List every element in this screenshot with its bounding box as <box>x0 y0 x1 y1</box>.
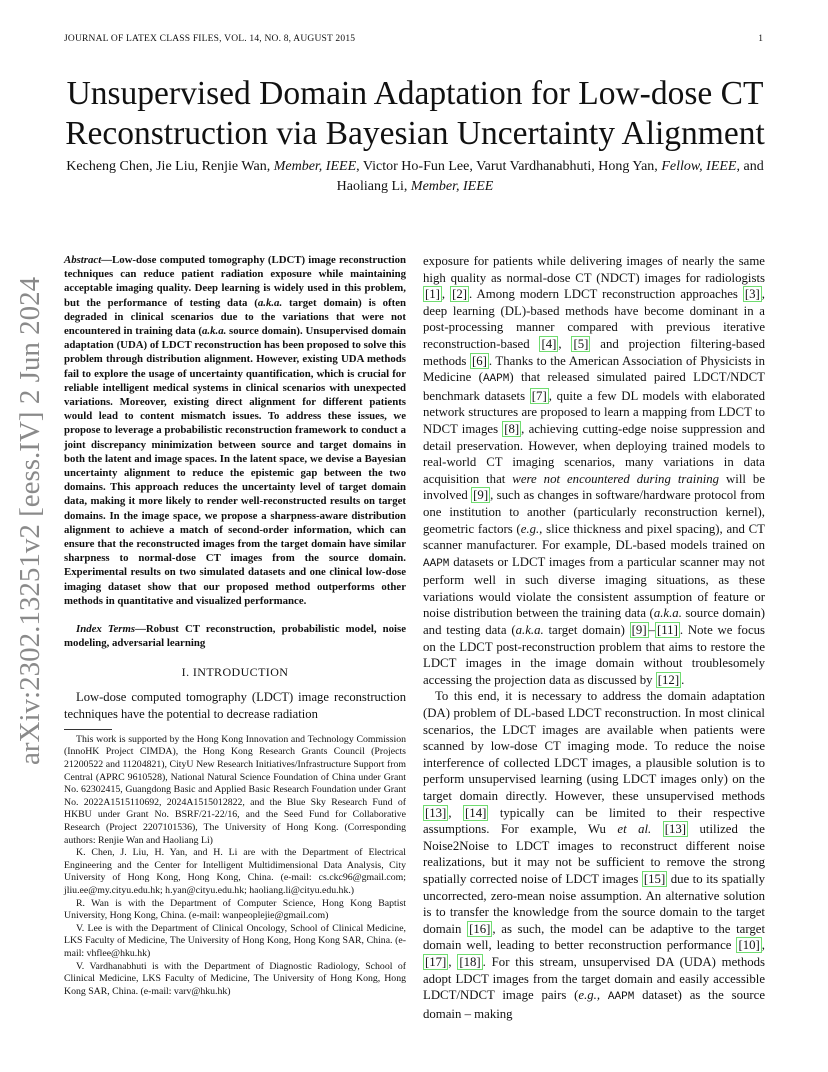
citation-link[interactable]: [14] <box>465 805 487 820</box>
body-text: and projection filtering-based methods <box>423 336 765 368</box>
citation-link[interactable]: [6] <box>471 353 487 368</box>
body-text: , quite a few DL models with elaborated network structures are proposed to learn a mapping from LDCT to NDCT images <box>423 388 765 436</box>
citation-link[interactable]: [5] <box>573 336 589 351</box>
paper-title: Unsupervised Domain Adaptation for Low-dose CT Reconstruction via Bayesian Uncertainty Alignment <box>65 75 765 152</box>
abstract-text: a.k.a. <box>257 296 283 309</box>
author-role: Fellow, IEEE <box>661 159 737 174</box>
citation-link[interactable]: [12] <box>657 672 680 687</box>
body-text: et al. <box>617 822 652 837</box>
arxiv-identifier[interactable]: arXiv:2302.13251v2 [eess.IV] 2 Jun 2024 <box>14 276 46 765</box>
footnote-affiliation: V. Lee is with the Department of Clinical Oncology, School of Clinical Medicine, LKS Faculty of Medicine, The University of Hong Kong, Hong Kong SAR, China. (e-mail: vhflee@hku.hk) <box>64 922 406 959</box>
body-paragraph <box>423 253 765 688</box>
body-text: . Among modern LDCT reconstruction approaches <box>469 287 743 302</box>
citation-link[interactable]: [7] <box>531 388 547 403</box>
author-names: Kecheng Chen, Jie Liu, Renjie Wan, <box>66 159 274 174</box>
body-text: , <box>441 287 451 302</box>
citation-link[interactable]: [1] <box>425 287 440 302</box>
body-text: source domain) and testing data ( <box>423 606 765 638</box>
body-text: were not encountered during training <box>512 471 720 486</box>
body-text: . Note we focus on the LDCT post-reconstruction problem that aims to restore the LDCT images in the image domain without troublesomely accessing the projection data as discussed by <box>423 623 765 687</box>
body-text: , deep learning (DL)-based methods have become dominant in a post-processing manner compared with previous iterative reconstruction-based <box>423 287 765 351</box>
citation-link[interactable]: [9] <box>631 623 647 638</box>
body-text: dataset) as the source domain – making <box>423 988 765 1021</box>
citation-link[interactable]: [2] <box>452 287 468 302</box>
body-text: – <box>648 623 655 638</box>
citation-link[interactable]: [18] <box>459 954 481 969</box>
body-text: target domain) <box>543 623 630 638</box>
footnote-affiliation: K. Chen, J. Liu, H. Yan, and H. Li are with the Department of Electrical Engineering and the Center for Intelligent Multidimensional Data Analysis, City University of Hong Kong, Hong Kong, China. (e-mail: cs.ckc96@gmail.com; jliu.ee@my.cityu.edu.hk; h.yan@cityu.edu.hk; haoliang.li@cityu.edu.hk.) <box>64 847 406 896</box>
body-text: , such as changes in software/hardware protocol from one institution to another (particularly reconstruction kernel), geometric factors ( <box>423 488 765 536</box>
body-text: ) that released simulated paired LDCT/NDCT benchmark datasets <box>423 370 765 403</box>
body-text: , <box>558 336 572 351</box>
body-text: , as such, the model can be adaptive to the target domain well, leading to better reconstruction performance <box>423 921 766 953</box>
author-role: Member, IEEE <box>410 179 494 194</box>
intro-paragraph: Low-dose computed tomography (LDCT) image reconstruction techniques have the potential to decrease radiation <box>64 690 406 722</box>
body-text <box>600 988 608 1002</box>
citation-link[interactable]: [16] <box>469 921 491 936</box>
body-text: , <box>448 805 464 820</box>
body-text: due to its spatially uncorrected, zero-mean noise assumption. An alternative solution is to transfer the knowledge from the source domain to the target domain <box>423 871 765 936</box>
index-terms-text: —Robust CT reconstruction, probabilistic model, noise modeling, adversarial learning <box>64 623 406 650</box>
body-text: , <box>761 938 765 953</box>
abstract <box>64 253 406 608</box>
abstract-text: source domain). Unsupervised domain adaptation (UDA) of LDCT reconstruction has been proposed to solve this problem through distribution alignment. However, existing UDA methods fail to explore the usage of uncertainty quantification, which is crucial for reliable intelligent medical systems in clinical scenarios with unexpected variations. Moreover, existing direct alignment for different patients would lead to content mismatch issues. To address these issues, we propose to leverage a probabilistic reconstruction framework to conduct a joint discrepancy minimization between source and target domains in both the latent and image spaces. In the latent space, we devise a Bayesian uncertainty alignment to reduce the epistemic gap between the two domains. This approach reduces the uncertainty level of target domain data, making it more likely to render well-reconstructed results on target domains. In the image space, we propose a sharpness-aware distribution alignment to achieve a match of second-order information, which can ensure that the reconstructed images from the target domain have similar sharpness to normal-dose CT images from the source domain. Experimental results on two simulated datasets and one clinical low-dose imaging dataset show that our proposed method outperforms other methods in quantitative and visualized performance. <box>64 325 406 607</box>
footnote-funding: This work is supported by the Hong Kong Innovation and Technology Commission (InnoHK Project CIMDA), the Hong Kong Research Grants Council (Projects 21200522 and 11204821), CityU New Research Initiatives/Infrastructure Support from Central (APRC 9610528), National Natural Science Foundation of China under Grant No. 62302415, Guangdong Basic and Applied Basic Research Foundation under Grant No. 2022A1515110692, 2024A1515012822, and the Blue Sky Research Fund of HKBU under Grant No. BSRF/21-22/16, and the Seed Fund for Collaborative Research (Project 2207101536), The University of Hong Kong. (Corresponding authors: Renjie Wan and Haoliang Li) <box>64 733 406 846</box>
section-heading: I. INTRODUCTION <box>181 665 289 680</box>
author-list <box>62 157 768 197</box>
footnote-divider <box>64 729 112 730</box>
running-head: JOURNAL OF LATEX CLASS FILES, VOL. 14, NO. 8, AUGUST 2015 <box>64 34 356 44</box>
abstract-text: —Low-dose computed tomography (LDCT) image reconstruction techniques can reduce patient radiation exposure while maintaining acceptable imaging quality. Deep learning is widely used in this problem, but the performance of testing data ( <box>64 254 406 309</box>
author-role: Member, IEEE <box>273 159 357 174</box>
body-text: utilized the Noise2Noise to LDCT images to reconstruct different noise realizations, but it may not be sufficient to remove the strong spatially corrected noise of LDCT images <box>423 822 765 886</box>
citation-link[interactable]: [10] <box>738 938 760 953</box>
dataset-name: AAPM <box>607 991 635 1004</box>
body-text: . <box>681 672 685 687</box>
body-paragraph <box>423 688 765 1022</box>
index-terms <box>64 622 406 650</box>
body-text: exposure for patients while delivering images of nearly the same high quality as normal-dose CT (NDCT) images for radiologists <box>423 254 765 285</box>
abstract-lead: Abstract <box>64 254 102 266</box>
body-text: To this end, it is necessary to address the domain adaptation (DA) problem of DL-based LDCT reconstruction. In most clinical scenarios, the LDCT images are available when patients were scanned by low-dose CT imaging mode. To reduce the noise interference of collected LDCT images, a plausible solution is to perform unsupervised learning (using LDCT images only) on the target domain directly. However, these unsupervised methods <box>423 689 765 803</box>
body-text: e.g., <box>520 521 543 536</box>
citation-link[interactable]: [13] <box>664 822 687 837</box>
body-text: , <box>448 954 458 969</box>
abstract-text: target domain) is often degraded in clinical scenarios due to the variations that were not encountered in training data ( <box>64 296 406 338</box>
body-text: slice thickness and pixel spacing), and CT scanner manufacturer. For example, DL-based models trained on <box>423 521 766 553</box>
dataset-name: AAPM <box>482 373 510 386</box>
footnote-affiliation: V. Vardhanabhuti is with the Department of Diagnostic Radiology, School of Clinical Medicine, LKS Faculty of Medicine, The University of Hong Kong, Hong Kong SAR, China. (e-mail: varv@hku.hk) <box>64 960 406 997</box>
body-text: a.k.a. <box>653 606 682 621</box>
body-text: typically can be limited to their respective assumptions. For example, Wu <box>423 805 765 837</box>
citation-link[interactable]: [4] <box>541 336 557 351</box>
footnote-affiliation: R. Wan is with the Department of Computer Science, Hong Kong Baptist University, Hong Kong, China. (e-mail: wanpeoplejie@gmail.com) <box>64 897 406 922</box>
body-text: a.k.a. <box>515 623 544 638</box>
body-text: will be involved <box>423 471 766 503</box>
body-text: datasets or LDCT images from a particular scanner may not perform well in such diverse imaging situations, as these variations would violate the consistent assumption of feature or noise distribution between the training data ( <box>423 554 765 621</box>
left-column <box>64 253 406 998</box>
body-text: . Thanks to the American Association of Physicists in Medicine ( <box>423 353 765 385</box>
body-text: . For this stream, unsupervised DA (UDA) methods adopt LDCT images from the target domain and easily accessible LDCT/NDCT image pairs ( <box>423 954 765 1003</box>
citation-link[interactable]: [11] <box>657 623 678 638</box>
citation-link[interactable]: [3] <box>744 287 760 302</box>
author-names: , Victor Ho-Fun Lee, Varut Vardhanabhuti, Hong Yan, <box>356 159 662 174</box>
index-terms-lead: Index Terms <box>76 623 136 636</box>
citation-link[interactable]: [8] <box>504 421 520 436</box>
page-number: 1 <box>758 34 763 44</box>
citation-link[interactable]: [9] <box>473 488 489 503</box>
author-names: , and Haoliang Li, <box>336 159 764 194</box>
dataset-name: AAPM <box>423 557 450 570</box>
abstract-text: a.k.a. <box>202 325 227 338</box>
citation-link[interactable]: [13] <box>425 805 447 820</box>
citation-link[interactable]: [17] <box>425 954 447 969</box>
citation-link[interactable]: [15] <box>643 871 666 886</box>
body-text: e.g., <box>578 988 601 1003</box>
body-text <box>651 822 662 836</box>
body-text: , achieving cutting-edge noise suppression and detail preservation. However, when deploying trained models to real-world CT imaging scenarios, many variations in data acquisition that <box>423 421 765 486</box>
right-column <box>423 253 765 1022</box>
